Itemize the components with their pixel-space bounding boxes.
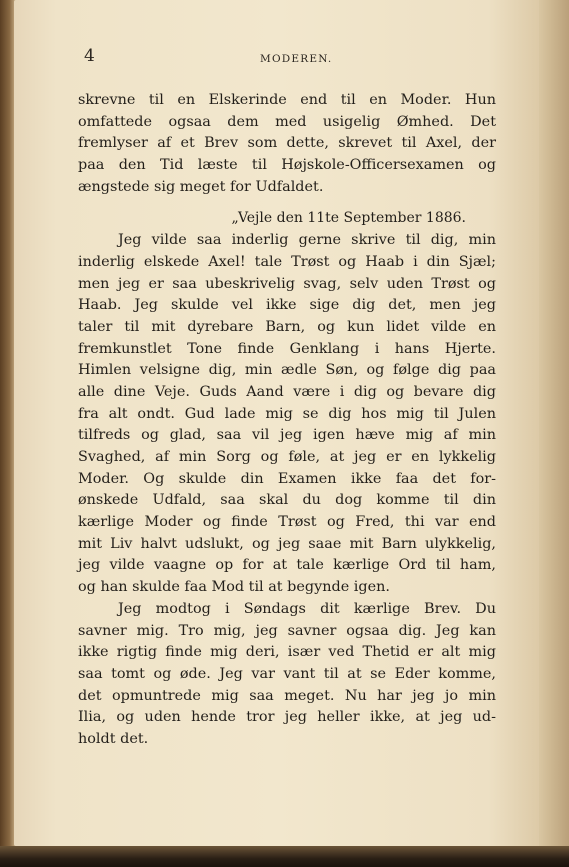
text-line: Haab. Jeg skulde vel ikke sige dig det, men jeg (78, 297, 496, 314)
text-line: holdt det. (78, 730, 149, 747)
text-line: Himlen velsigne dig, min ædle Søn, og følge dig paa (78, 362, 496, 379)
letter-paragraph (78, 230, 496, 599)
text-line: taler til mit dyrebare Barn, og kun lidet vilde en (78, 318, 496, 335)
text-line: Ilia, og uden hende tror jeg heller ikke, at jeg ud- (78, 709, 496, 726)
text-line: saa tomt og øde. Jeg var vant til at se Eder komme, (78, 665, 496, 682)
book-bottom-edge (0, 846, 569, 867)
page-number: 4 (84, 46, 95, 66)
intro-paragraph (78, 90, 496, 198)
text-line: Jeg vilde saa inderlig gerne skrive til dig, min (118, 232, 496, 249)
text-line: omfattede ogsaa dem med usigelig Ømhed. Det (78, 113, 496, 130)
text-line: mit Liv halvt udslukt, og jeg saae mit Barn ulykkelig, (78, 535, 496, 552)
page-header (84, 46, 504, 70)
page-stack-edge (539, 0, 569, 846)
text-line: ønskede Udfald, saa skal du dog komme til din (78, 492, 496, 509)
running-head: MODEREN. (260, 53, 333, 65)
text-line: ængstede sig meget for Udfaldet. (78, 178, 324, 195)
text-line: Svaghed, af min Sorg og føle, at jeg er en lykkelig (78, 449, 496, 465)
text-line: inderlig elskede Axel! tale Trøst og Haab i din Sjæl; (78, 253, 496, 270)
body-text (78, 90, 496, 751)
text-line: savner mig. Tro mig, jeg savner ogsaa dig. Jeg kan (78, 622, 496, 639)
text-line: paa den Tid læste til Højskole-Officersexamen og (78, 157, 496, 174)
text-line: jeg vilde vaagne op for at tale kærlige Ord til ham, (78, 557, 496, 574)
text-line: ikke rigtig finde mig deri, især ved Thetid er alt mig (78, 644, 496, 661)
text-line: det opmuntrede mig saa meget. Nu har jeg jo min (78, 687, 496, 704)
text-line: fremlyser af et Brev som dette, skrevet til Axel, der (78, 135, 496, 152)
text-line: skrevne til en Elskerinde end til en Moder. Hun (78, 92, 496, 108)
text-line: men jeg er saa ubeskrivelig svag, selv uden Trøst og (78, 275, 496, 292)
text-line: fra alt ondt. Gud lade mig se dig hos mig til Julen (78, 405, 496, 422)
text-line: tilfreds og glad, saa vil jeg igen hæve mig af min (78, 427, 496, 444)
text-line: Moder. Og skulde din Examen ikke faa det for- (78, 470, 496, 487)
text-line: kærlige Moder og finde Trøst og Fred, thi var end (78, 514, 496, 531)
text-line: alle dine Veje. Guds Aand være i dig og bevare dig (78, 383, 496, 400)
text-line: Jeg modtog i Søndags dit kærlige Brev. Du (118, 600, 496, 617)
text-line: fremkunstlet Tone finde Genklang i hans Hjerte. (78, 340, 496, 357)
letter-dateline: „Vejle den 11te September 1886. (231, 210, 466, 227)
letter-paragraph (78, 599, 496, 751)
text-line: og han skulde faa Mod til at begynde igen. (78, 579, 390, 596)
